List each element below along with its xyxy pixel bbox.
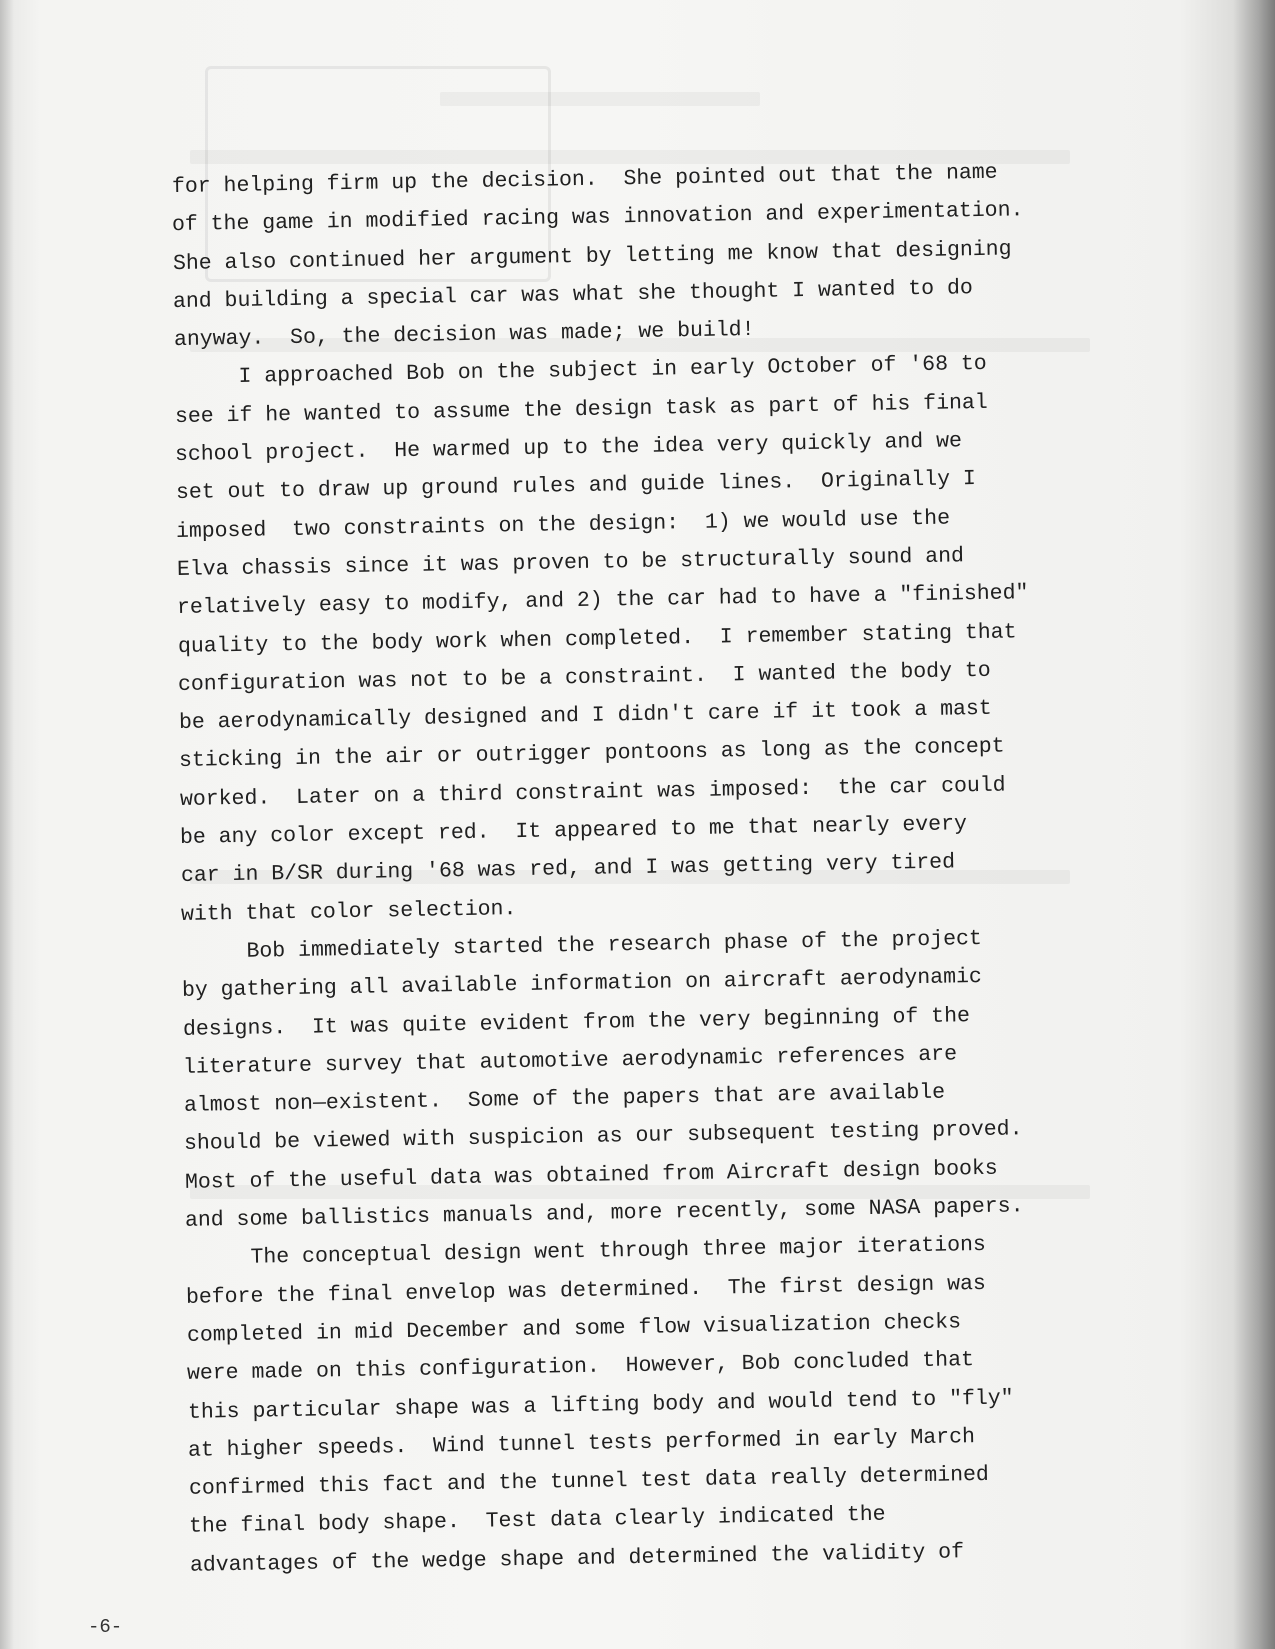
text-line: confirmed this fact and the tunnel test data really determined bbox=[188, 1462, 990, 1501]
text-line: and building a special car was what she thought I wanted to do bbox=[172, 276, 974, 314]
text-line: Most of the useful data was obtained from Aircraft design books bbox=[184, 1156, 998, 1195]
text-line: the final body shape. Test data clearly indicated the bbox=[188, 1503, 886, 1540]
page-binding-shadow bbox=[1233, 0, 1275, 1649]
text-line: of the game in modified racing was innovation and experimentation. bbox=[171, 198, 1024, 238]
text-line: worked. Later on a third constraint was imposed: the car could bbox=[179, 773, 1006, 812]
text-line: see if he wanted to assume the design task as part of his final bbox=[174, 390, 988, 429]
body-text bbox=[171, 160, 1168, 1585]
text-line: Bob immediately started the research phase of the project bbox=[181, 926, 983, 965]
text-line: She also continued her argument by letting me know that designing bbox=[172, 237, 1012, 276]
text-line: advantages of the wedge shape and determined the validity of bbox=[189, 1539, 965, 1578]
text-line: completed in mid December and some flow visualization checks bbox=[186, 1310, 962, 1348]
text-line: almost non—existent. Some of the papers that are available bbox=[183, 1080, 946, 1119]
page-number: -6- bbox=[88, 1616, 123, 1638]
text-line: before the final envelop was determined. The first design was bbox=[185, 1271, 987, 1310]
text-line: relatively easy to modify, and 2) the car had to have a "finished" bbox=[176, 581, 1029, 621]
text-line: set out to draw up ground rules and guide lines. Originally I bbox=[175, 467, 977, 506]
text-line: for helping firm up the decision. She pointed out that the name bbox=[171, 160, 998, 200]
text-line: configuration was not to be a constraint. I wanted the body to bbox=[177, 658, 991, 697]
text-line: with that color selection. bbox=[180, 896, 517, 927]
text-line: anyway. So, the decision was made; we build! bbox=[173, 318, 755, 353]
text-line: The conceptual design went through three major iterations bbox=[185, 1233, 987, 1272]
text-line: I approached Bob on the subject in early October of '68 to bbox=[173, 352, 987, 391]
text-line: this particular shape was a lifting body and would tend to "fly" bbox=[187, 1385, 1014, 1425]
text-line: were made on this configuration. However, Bob concluded that bbox=[186, 1348, 975, 1387]
text-line: car in B/SR during '68 was red, and I was getting very tired bbox=[180, 850, 956, 889]
text-line: should be viewed with suspicion as our subsequent testing proved. bbox=[183, 1117, 1023, 1157]
text-line: literature survey that automotive aerodynamic references are bbox=[182, 1042, 958, 1080]
text-line: sticking in the air or outrigger pontoons as long as the concept bbox=[178, 735, 1005, 774]
text-line: school project. He warmed up to the idea very quickly and we bbox=[174, 429, 963, 468]
text-line: be aerodynamically designed and I didn't care if it took a mast bbox=[178, 696, 992, 736]
text-line: imposed two constraints on the design: 1) we would use the bbox=[175, 506, 951, 544]
text-line: quality to the body work when completed. I remember stating that bbox=[177, 619, 1017, 659]
show-through-text bbox=[440, 92, 760, 106]
page-left-edge-shadow bbox=[0, 0, 14, 1649]
text-line: at higher speeds. Wind tunnel tests performed in early March bbox=[187, 1424, 976, 1463]
text-line: by gathering all available information on aircraft aerodynamic bbox=[181, 965, 983, 1004]
text-line: Elva chassis since it was proven to be structurally sound and bbox=[176, 544, 965, 582]
text-line: be any color except red. It appeared to me that nearly every bbox=[179, 812, 968, 851]
text-line: designs. It was quite evident from the very beginning of the bbox=[182, 1003, 971, 1042]
text-line: and some ballistics manuals and, more recently, some NASA papers. bbox=[184, 1194, 1024, 1233]
